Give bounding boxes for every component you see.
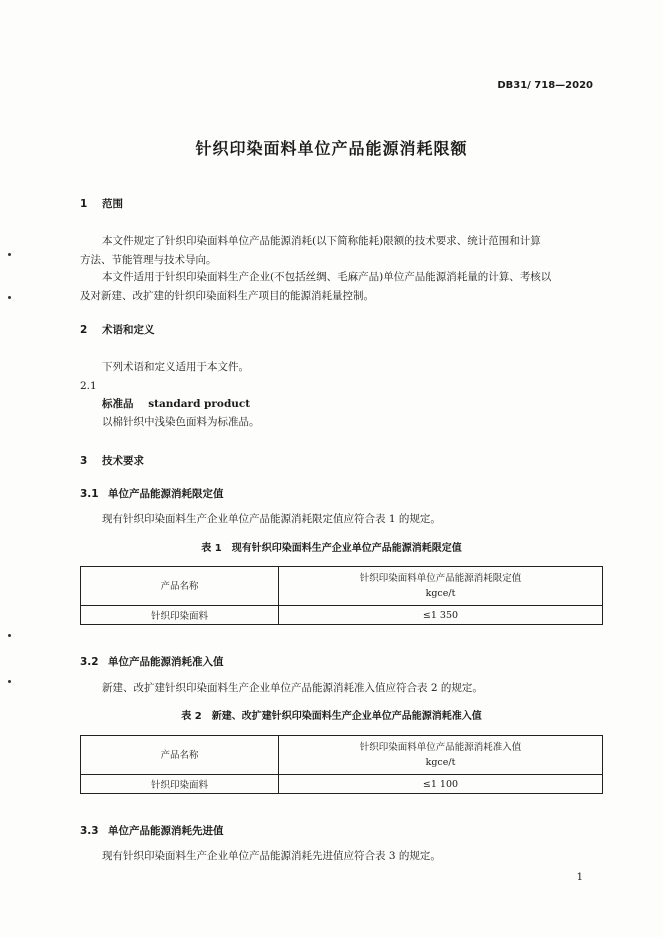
scan-speck: [8, 253, 11, 256]
subsection-title: 单位产品能源消耗先进值: [108, 825, 224, 837]
subsection-number: 3.3: [80, 825, 99, 837]
document-title: 针织印染面料单位产品能源消耗限额: [195, 139, 468, 158]
paragraph: 新建、改扩建针织印染面料生产企业单位产品能源消耗准入值应符合表 2 的规定。: [102, 682, 483, 694]
section-number: 3: [80, 455, 88, 467]
paragraph: 本文件适用于针织印染面料生产企业(不包括丝绸、毛麻产品)单位产品能源消耗量的计算、考核以: [102, 271, 552, 283]
table-row: [81, 775, 603, 794]
subsection-number: 3.2: [80, 656, 99, 668]
subsection-title: 单位产品能源消耗限定值: [108, 488, 224, 500]
section-2-heading: [80, 322, 155, 337]
header-cell: 产品名称: [81, 567, 279, 606]
table-cell: 针织印染面料: [81, 775, 279, 794]
scan-speck: [8, 634, 11, 637]
term-chinese: 标准品: [102, 398, 134, 410]
subsection-3-2-heading: [80, 654, 224, 669]
page-number: 1: [576, 872, 583, 883]
header-line: 针织印染面料单位产品能源消耗准入值: [359, 742, 522, 753]
table-cell: 针织印染面料: [81, 606, 279, 625]
section-1-heading: [80, 196, 123, 211]
table-header-row: [81, 567, 603, 606]
paragraph: 现有针织印染面料生产企业单位产品能源消耗限定值应符合表 1 的规定。: [102, 513, 441, 525]
paragraph: 及对新建、改扩建的针织印染面料生产项目的能源消耗量控制。: [80, 290, 374, 302]
header-unit: kgce/t: [425, 588, 456, 599]
section-3-heading: [80, 453, 144, 468]
table-cell: ≤1 350: [279, 606, 603, 625]
term-english: standard product: [148, 398, 251, 410]
table-1-caption: 表 1 现有针织印染面料生产企业单位产品能源消耗限定值: [201, 543, 462, 554]
subsection-number: 3.1: [80, 488, 99, 500]
section-title: 技术要求: [102, 455, 144, 467]
standard-number: DB31/ 718—2020: [497, 80, 593, 91]
subsection-3-3-heading: [80, 823, 224, 838]
subsection-title: 单位产品能源消耗准入值: [108, 656, 224, 668]
table-2: [80, 735, 603, 794]
header-unit: kgce/t: [425, 757, 456, 768]
header-line: 针织印染面料单位产品能源消耗限定值: [359, 573, 522, 584]
paragraph: 现有针织印染面料生产企业单位产品能源消耗先进值应符合表 3 的规定。: [102, 850, 441, 862]
table-row: [81, 606, 603, 625]
header-cell: [279, 567, 603, 606]
header-cell: [279, 736, 603, 775]
table-header-row: [81, 736, 603, 775]
scan-speck: [8, 680, 11, 683]
paragraph: 下列术语和定义适用于本文件。: [102, 361, 249, 373]
table-2-caption: 表 2 新建、改扩建针织印染面料生产企业单位产品能源消耗准入值: [181, 711, 482, 722]
term-entry: [102, 395, 250, 414]
scan-speck: [8, 296, 11, 299]
section-title: 范围: [102, 198, 123, 210]
section-number: 2: [80, 324, 88, 336]
term-number: 2.1: [80, 380, 97, 392]
paragraph: 本文件规定了针织印染面料单位产品能源消耗(以下简称能耗)限额的技术要求、统计范围和计算: [102, 235, 541, 247]
paragraph: 方法、节能管理与技术导向。: [80, 254, 217, 266]
table-cell: ≤1 100: [279, 775, 603, 794]
section-title: 术语和定义: [102, 324, 155, 336]
term-definition: 以棉针织中浅染色面料为标准品。: [102, 416, 260, 428]
table-1: [80, 566, 603, 625]
header-cell: 产品名称: [81, 736, 279, 775]
section-number: 1: [80, 198, 88, 210]
subsection-3-1-heading: [80, 486, 224, 501]
